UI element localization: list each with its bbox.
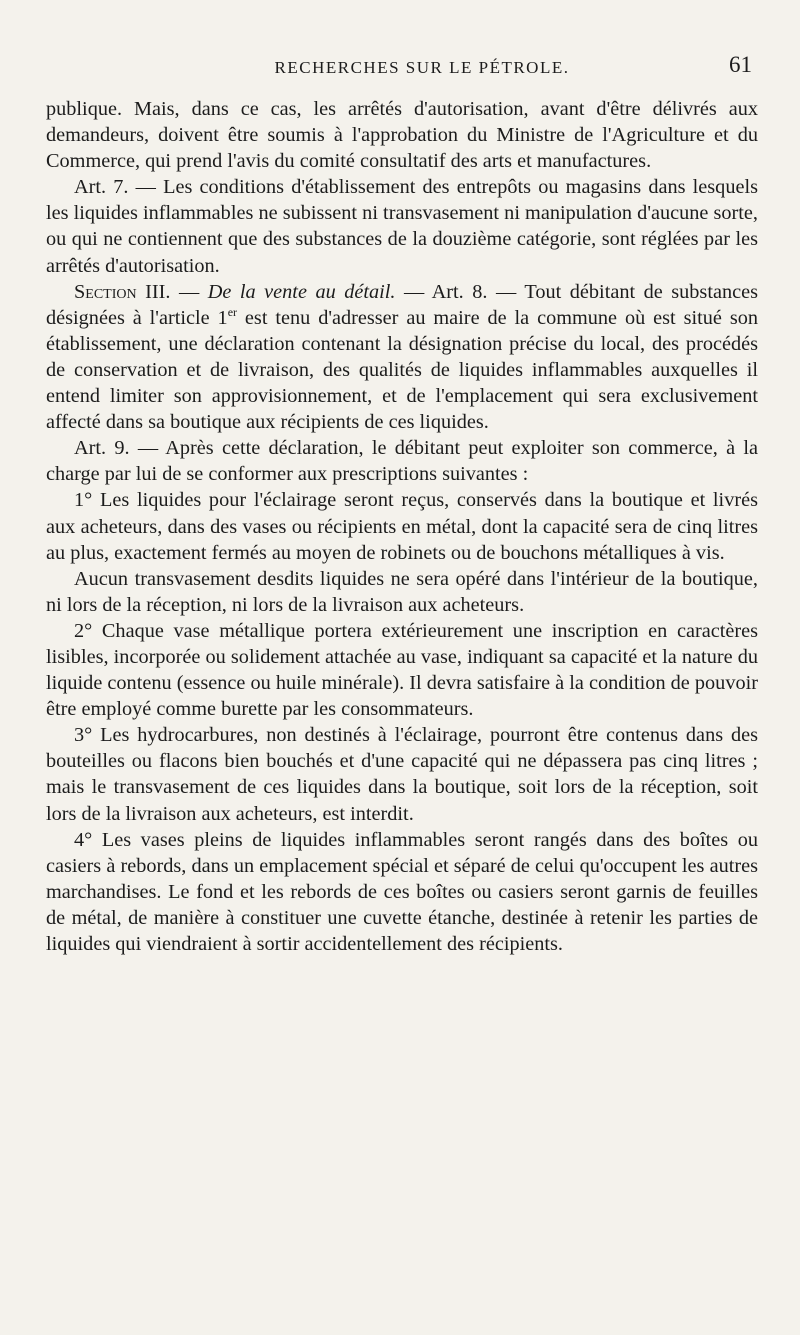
paragraph-article-7: Art. 7. — Les conditions d'établissement des entrepôts ou magasins dans lesquels les liquides inflammables ne subissent ni transvasement ni manipulation d'aucune sorte, ou qui ne contiennent que des substances de la douzième catégorie, sont réglées par les arrêtés d'autorisation. <box>46 176 758 277</box>
paragraph-item-4: 4° Les vases pleins de liquides inflammables seront rangés dans des boîtes ou casiers à rebords, dans un emplacement spécial et séparé de celui qu'occupent les autres marchandises. Le fond et les rebords de ces boîtes ou casiers seront garnis de feuilles de métal, de manière à constituer une cuvette étanche, destinée à retenir les parties de liquides qui viendraient à sortir accidentellement des récipients. <box>46 828 758 955</box>
paragraph-section-3-article-8 <box>46 279 758 436</box>
page-header <box>46 52 758 92</box>
article-8-lead: — Art. 8. — Tout débitant de substances désignées à l'article 1 <box>46 280 758 329</box>
paragraph-continuation: publique. Mais, dans ce cas, les arrêtés d'autorisation, avant d'être délivrés aux demandeurs, doivent être soumis à l'approbation du Ministre de l'Agriculture et du Commerce, qui prend l'avis du comité consultatif des arts et manufactures. <box>46 98 758 173</box>
paragraph-item-1: 1° Les liquides pour l'éclairage seront reçus, conservés dans la boutique et livrés aux acheteurs, dans des vases ou récipients en métal, dont la capacité sera de cinq litres au plus, exactement fermés au moyen de robinets ou de bouchons métalliques à vis. <box>46 489 758 564</box>
paragraph-item-2: 2° Chaque vase métallique portera extérieurement une inscription en caractères lisibles, incorporée ou solidement attachée au vase, indiquant sa capacité et la nature du liquide contenu (essence ou huile minérale). Il devra satisfaire à la condition de pouvoir être employé comme burette par les consommateurs. <box>46 619 758 721</box>
ordinal-superscript: er <box>227 304 238 319</box>
running-title: RECHERCHES SUR LE PÉTROLE. <box>274 58 570 77</box>
paragraph-item-3: 3° Les hydrocarbures, non destinés à l'éclairage, pourront être contenus dans des bouteilles ou flacons bien bouchés et d'une capacité qui ne dépassera pas cinq litres ; mais le transvasement de ces liquides dans la boutique, soit lors de la réception, soit lors de la livraison aux acheteurs, est interdit. <box>46 724 758 825</box>
paragraph-no-transfer: Aucun transvasement desdits liquides ne sera opéré dans l'intérieur de la boutique, ni lors de la réception, ni lors de la livraison aux acheteurs. <box>46 567 758 616</box>
page-body <box>46 96 758 957</box>
section-title: De la vente au détail. <box>207 280 396 303</box>
page-number: 61 <box>729 52 752 77</box>
section-heading: Section III. <box>74 280 171 303</box>
paragraph-article-9: Art. 9. — Après cette déclaration, le débitant peut exploiter son commerce, à la charge par lui de se conformer aux prescriptions suivantes : <box>46 437 758 486</box>
section-dash: — <box>170 280 208 303</box>
article-8-text: est tenu d'adresser au maire de la commune où est situé son établissement, une déclaration contenant la désignation précise du local, des procédés de conservation et de livraison, des qualités de liquides inflammables auxquelles il entend limiter son approvisionnement, et de l'emplacement qui sera exclusivement affecté dans sa boutique aux récipients de ces liquides. <box>46 306 758 434</box>
